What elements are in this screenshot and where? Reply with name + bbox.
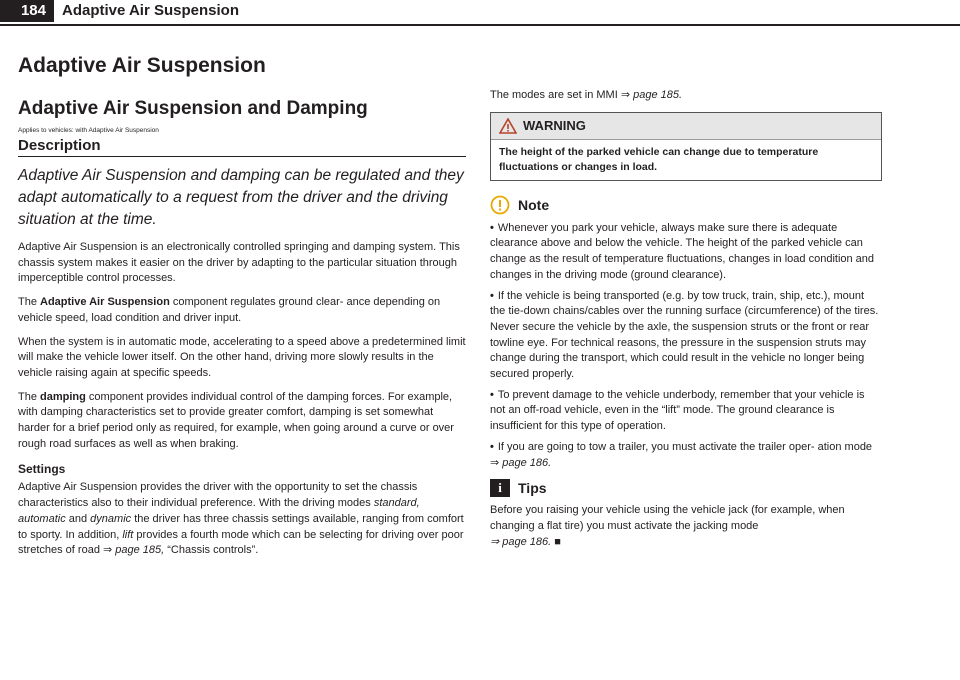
note-label: Note xyxy=(518,196,550,213)
warning-text: The height of the parked vehicle can change due to temperature fluctuations or changes in load. xyxy=(491,139,881,180)
tips-label: Tips xyxy=(518,480,547,497)
modes-paragraph: The modes are set in MMI ⇒ page 185. xyxy=(490,89,683,101)
page-ref-link[interactable]: page 186. xyxy=(502,456,552,469)
settings-heading: Settings xyxy=(18,462,66,477)
page-number: 184 xyxy=(0,0,54,22)
note-bullet: • To prevent damage to the vehicle underbody, remember that your vehicle is not an off-road vehicle, even in the “lift” mode. The ground clearance is insufficient for this type of operation. xyxy=(490,388,865,433)
applies-to: Applies to vehicles: with Adaptive Air Suspension xyxy=(18,127,159,134)
right-column xyxy=(490,88,882,558)
tips-paragraph: Before you raising your vehicle using the vehicle jack (for example, when changing a flat tire) you must activate the jacking mode ⇒ page 186. ■ xyxy=(490,504,845,548)
note-bullet: • If the vehicle is being transported (e.g. by tow truck, train, ship, etc.), mount the tie-down chains/cables over the running surface (circumference) of the tires. Never secure the vehicle by the axle, the suspension struts or the front or rear towline eye. For technical reasons, the pressure in the suspension struts may change during the transport, which could result in the vehicle no longer being secured properly. xyxy=(490,289,879,381)
lead-paragraph: Adaptive Air Suspension and damping can be regulated and they adapt automatically to a request from the driver and the driving situation at the time. xyxy=(18,167,464,228)
subsection-title: Description xyxy=(18,137,466,157)
note-bullet: • If you are going to tow a trailer, you must activate the trailer oper- ation mode ⇒ page 186. xyxy=(490,440,873,469)
note-bullet: • Whenever you park your vehicle, always make sure there is adequate clearance above and below the vehicle. The height of the parked vehicle can change as the result of temperature fluctuations, changes in load condition and changes in the driving mode (ground clearance). xyxy=(490,221,875,281)
paragraph-automatic: When the system is in automatic mode, accelerating to a speed above a predetermined limit will make the vehicle lower itself. On the other hand, driving more slowly results in the vehicle raising again at specific speeds. xyxy=(18,335,466,379)
info-icon: i xyxy=(490,479,510,497)
warning-triangle-icon xyxy=(499,118,517,134)
paragraph-settings: Adaptive Air Suspension provides the driver with the opportunity to set the chassis characteristics also to their individual preference. With the driving modes standard, automatic and dynamic the driver has three chassis settings available, ranging from comfort to sporty. In addition, lift provides a fourth mode which can be selecting for driving over poor stretches of road ⇒ page 185, “Chassis controls”. xyxy=(18,481,464,557)
header-rule xyxy=(0,24,960,26)
note-heading xyxy=(490,195,882,215)
paragraph-suspension: The Adaptive Air Suspension component regulates ground clear- ance depending on vehicle speed, load condition and driver input. xyxy=(18,296,441,324)
tips-heading xyxy=(490,479,882,497)
section-title: Adaptive Air Suspension and Damping xyxy=(18,98,368,119)
page-ref-link[interactable]: ⇒ page 186. xyxy=(490,535,552,548)
left-column xyxy=(18,48,466,567)
note-exclamation-icon xyxy=(490,195,510,215)
page-ref-link[interactable]: page 185. xyxy=(633,89,683,101)
page-ref-link[interactable]: page 185, xyxy=(115,544,165,557)
running-title: Adaptive Air Suspension xyxy=(62,2,239,19)
warning-box xyxy=(490,112,882,181)
warning-label: WARNING xyxy=(523,118,586,134)
paragraph-damping: The damping component provides individual control of the damping forces. For example, with damping characteristics set to provide greater comfort, damping is set somewhat harder for a brief period only as required, for example, when going around a curve or over rough road surfaces as well as when braking. xyxy=(18,390,454,450)
chapter-title: Adaptive Air Suspension xyxy=(18,54,266,77)
end-mark: ■ xyxy=(554,535,561,548)
paragraph-intro: Adaptive Air Suspension is an electronically controlled springing and damping system. This chassis system makes it easier on the driver by adapting to the particular situation through imperceptible control processes. xyxy=(18,241,460,285)
